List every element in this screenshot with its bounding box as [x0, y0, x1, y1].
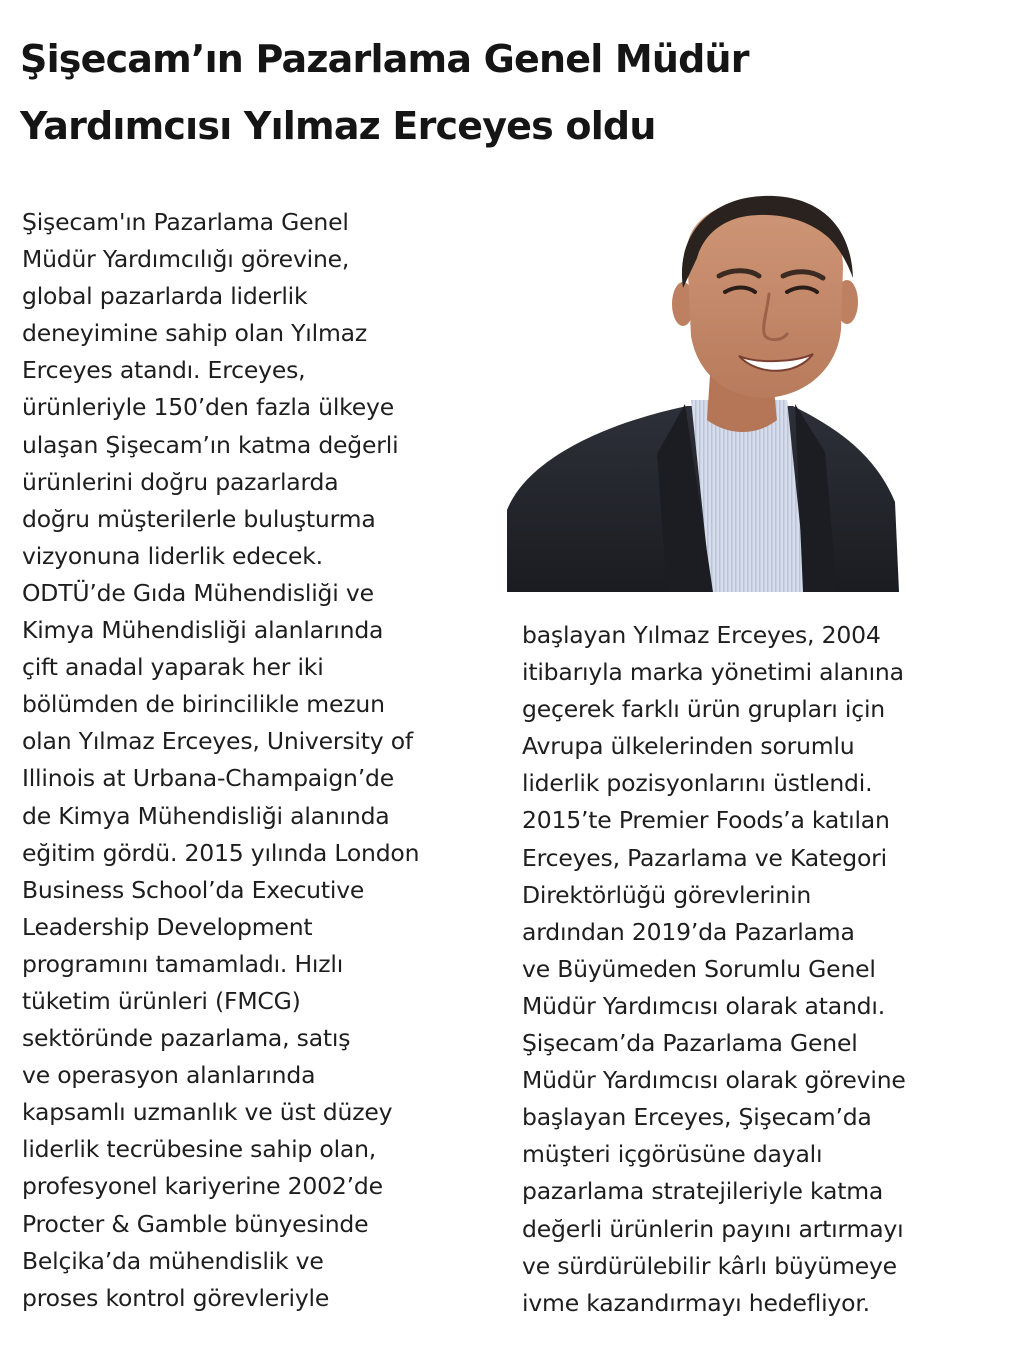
body-text-line: 2015’te Premier Foods’a katılan: [522, 806, 890, 835]
body-text-line: Illinois at Urbana-Champaign’de: [22, 764, 394, 793]
body-text-line: ulaşan Şişecam’ın katma değerli: [22, 430, 399, 459]
body-text-line: Leadership Development: [22, 912, 313, 941]
body-text-line: global pazarlarda liderlik: [22, 282, 308, 311]
body-text-line: liderlik pozisyonlarını üstlendi.: [522, 769, 873, 798]
body-text-line: ve sürdürülebilir kârlı büyümeye: [522, 1251, 897, 1280]
body-text-line: programını tamamladı. Hızlı: [22, 949, 344, 978]
body-text-line: vizyonuna liderlik edecek.: [22, 541, 323, 570]
body-text-line: Avrupa ülkelerinden sorumlu: [522, 732, 855, 761]
body-text-line: bölümden de birincilikle mezun: [22, 690, 385, 719]
body-text-line: değerli ürünlerin payını artırmayı: [522, 1214, 904, 1243]
body-text-line: başlayan Yılmaz Erceyes, 2004: [522, 621, 881, 649]
article-title-line: Yardımcısı Yılmaz Erceyes oldu: [20, 104, 656, 148]
body-text-line: Şişecam’da Pazarlama Genel: [522, 1029, 858, 1058]
body-text-line: ivme kazandırmayı hedefliyor.: [522, 1288, 870, 1317]
body-text-line: ODTÜ’de Gıda Mühendisliği ve: [22, 578, 374, 607]
article-title-line: Şişecam’ın Pazarlama Genel Müdür: [20, 37, 749, 81]
body-text-line: Müdür Yardımcısı olarak görevine: [522, 1066, 906, 1095]
body-text-line: geçerek farklı ürün grupları için: [522, 695, 885, 724]
body-text-line: Müdür Yardımcısı olarak atandı.: [522, 991, 885, 1020]
body-text-line: Business School’da Executive: [22, 875, 365, 904]
body-text-line: deneyimine sahip olan Yılmaz: [22, 319, 367, 348]
body-text-line: Erceyes atandı. Erceyes,: [22, 356, 306, 385]
body-text-line: ürünleriyle 150’den fazla ülkeye: [22, 393, 394, 422]
body-text-line: liderlik tecrübesine sahip olan,: [22, 1135, 377, 1164]
body-text-line: müşteri içgörüsüne dayalı: [522, 1140, 823, 1169]
portrait-illustration: [507, 192, 899, 592]
portrait-photo: [507, 192, 899, 592]
body-text-line: Direktörlüğü görevlerinin: [522, 880, 812, 909]
body-text-line: profesyonel kariyerine 2002’de: [22, 1172, 383, 1201]
body-text-line: çift anadal yaparak her iki: [22, 653, 324, 682]
body-text-line: doğru müşterilerle buluşturma: [22, 504, 376, 533]
body-text-line: ardından 2019’da Pazarlama: [522, 917, 855, 946]
body-text-line: Erceyes, Pazarlama ve Kategori: [522, 843, 887, 872]
body-text-line: Procter & Gamble bünyesinde: [22, 1209, 369, 1238]
body-text-line: tüketim ürünleri (FMCG): [22, 986, 301, 1015]
body-text-line: proses kontrol görevleriyle: [22, 1283, 330, 1312]
body-text-line: Müdür Yardımcılığı görevine,: [22, 245, 350, 274]
body-text-line: olan Yılmaz Erceyes, University of: [22, 727, 413, 756]
body-text-line: Kimya Mühendisliği alanlarında: [22, 616, 384, 645]
article-title: [20, 26, 1000, 160]
body-text-line: ve Büyümeden Sorumlu Genel: [522, 954, 876, 983]
article-body-right-column: [522, 617, 906, 1322]
body-text-line: itibarıyla marka yönetimi alanına: [522, 658, 904, 687]
body-text-line: eğitim gördü. 2015 yılında London: [22, 838, 420, 867]
body-text-line: Şişecam'ın Pazarlama Genel: [22, 208, 349, 236]
body-text-line: Belçika’da mühendislik ve: [22, 1246, 324, 1275]
body-text-line: de Kimya Mühendisliği alanında: [22, 801, 390, 830]
article-body-left-column: [22, 204, 419, 1317]
body-text-line: ve operasyon alanlarında: [22, 1061, 316, 1090]
body-text-line: pazarlama stratejileriyle katma: [522, 1177, 884, 1206]
body-text-line: sektöründe pazarlama, satış: [22, 1024, 351, 1053]
body-text-line: ürünlerini doğru pazarlarda: [22, 467, 339, 496]
body-text-line: başlayan Erceyes, Şişecam’da: [522, 1103, 872, 1132]
body-text-line: kapsamlı uzmanlık ve üst düzey: [22, 1098, 393, 1127]
